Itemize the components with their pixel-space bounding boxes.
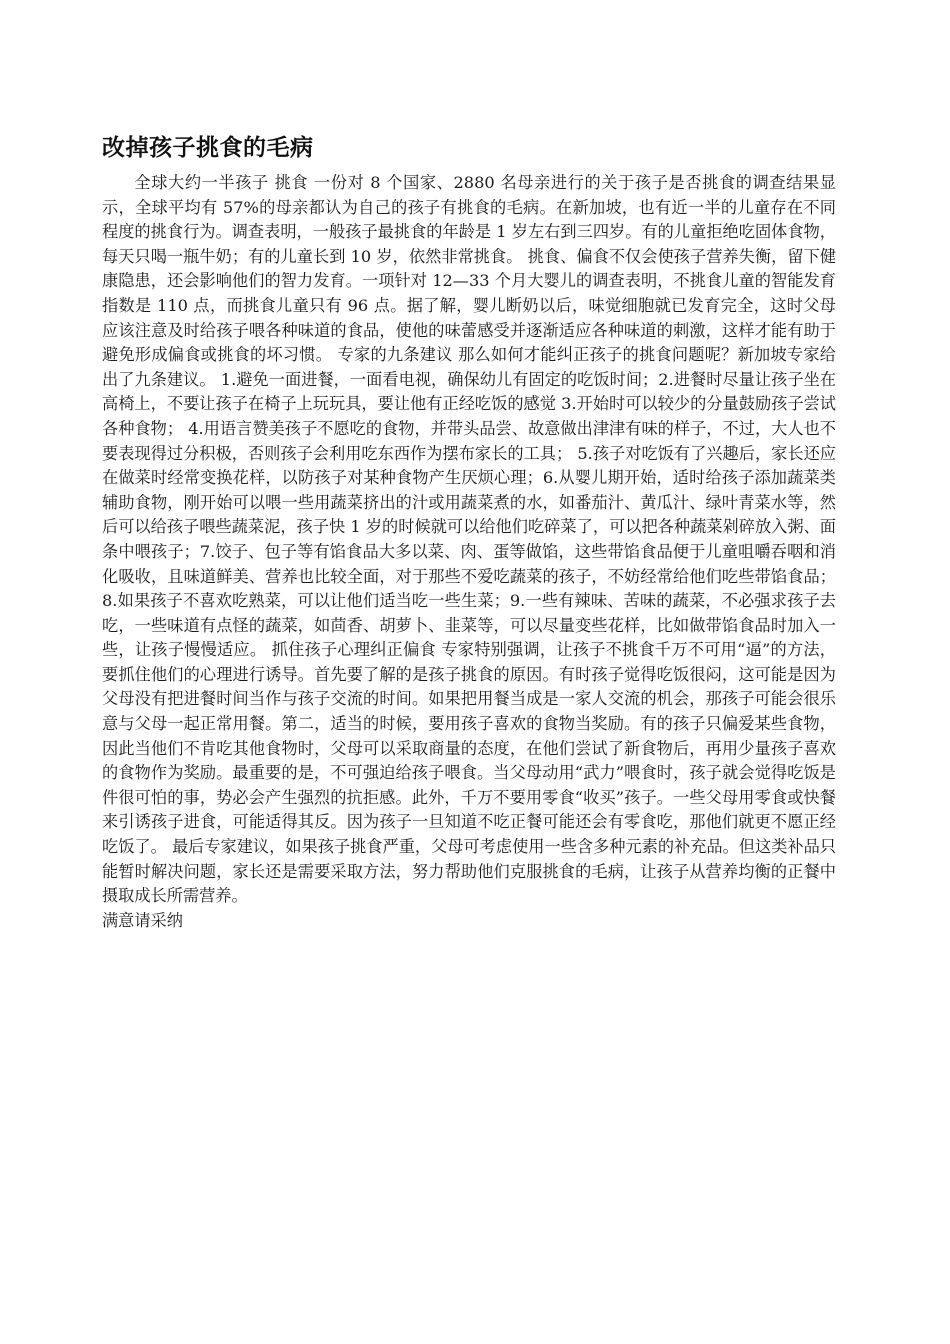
closing-note: 满意请采纳 <box>102 910 183 930</box>
article-body: 全球大约一半孩子 挑食 一份对 8 个国家、2880 名母亲进行的关于孩子是否挑食的调查结果显示，全球平均有 57%的母亲都认为自己的孩子有挑食的毛病。在新加坡，也有近一半的儿童存在不同程度的挑食行为。调查表明，一般孩子最挑食的年龄是 1 岁左右到三四岁。有的儿童拒绝吃固体食物，每天只喝一瓶牛奶；有的儿童长到 10 岁，依然非常挑食。 挑食、偏食不仅会使孩子营养失衡，留下健康隐患，还会影响他们的智力发育。一项针对 12—33 个月大婴儿的调查表明，不挑食儿童的智能发育指数是 110 点，而挑食儿童只有 96 点。据了解，婴儿断奶以后，味觉细胞就已发育完全，这时父母应该注意及时给孩子喂各种味道的食品，使他的味蕾感受并逐渐适应各种味道的刺激，这样才能有助于避免形成偏食或挑食的坏习惯。 专家的九条建议 那么如何才能纠正孩子的挑食问题呢？新加坡专家给出了九条建议。 1.避免一面进餐，一面看电视，确保幼儿有固定的吃饭时间；2.进餐时尽量让孩子坐在高椅上，不要让孩子在椅子上玩玩具，要让他有正经吃饭的感觉 3.开始时可以较少的分量鼓励孩子尝试各种食物； 4.用语言赞美孩子不愿吃的食物，并带头品尝、故意做出津津有味的样子，不过，大人也不要表现得过分积极，否则孩子会利用吃东西作为摆布家长的工具； 5.孩子对吃饭有了兴趣后，家长还应在做菜时经常变换花样，以防孩子对某种食物产生厌烦心理；6.从婴儿期开始，适时给孩子添加蔬菜类辅助食物，刚开始可以喂一些用蔬菜挤出的汁或用蔬菜煮的水，如番茄汁、黄瓜汁、绿叶青菜水等，然后可以给孩子喂些蔬菜泥，孩子快 1 岁的时候就可以给他们吃碎菜了，可以把各种蔬菜剁碎放入粥、面条中喂孩子；7.饺子、包子等有馅食品大多以菜、肉、蛋等做馅，这些带馅食品便于儿童咀嚼吞咽和消化吸收，且味道鲜美、营养也比较全面，对于那些不爱吃蔬菜的孩子，不妨经常给他们吃些带馅食品；8.如果孩子不喜欢吃熟菜，可以让他们适当吃一些生菜；9.一些有辣味、苦味的蔬菜，不必强求孩子去吃，一些味道有点怪的蔬菜，如茴香、胡萝卜、韭菜等，可以尽量变些花样，比如做带馅食品时加入一些，让孩子慢慢适应。 抓住孩子心理纠正偏食 专家特别强调，让孩子不挑食千万不可用“逼”的方法，要抓住他们的心理进行诱导。首先要了解的是孩子挑食的原因。有时孩子觉得吃饭很闷，这可能是因为父母没有把进餐时间当作与孩子交流的时间。如果把用餐当成是一家人交流的机会，那孩子可能会很乐意与父母一起正常用餐。第二，适当的时候，要用孩子喜欢的食物当奖励。有的孩子只偏爱某些食物，因此当他们不肯吃其他食物时，父母可以采取商量的态度，在他们尝试了新食物后，再用少量孩子喜欢的食物作为奖励。最重要的是，不可强迫给孩子喂食。当父母动用“武力”喂食时，孩子就会觉得吃饭是件很可怕的事，势必会产生强烈的抗拒感。此外，千万不要用零食“收买”孩子。一些父母用零食或快餐来引诱孩子进食，可能适得其反。因为孩子一旦知道不吃正餐可能还会有零食吃，那他们就更不愿正经吃饭了。 最后专家建议，如果孩子挑食严重，父母可考虑使用一些含多种元素的补充品。但这类补品只能暂时解决问题，家长还是需要采取方法，努力帮助他们克服挑食的毛病，让孩子从营养均衡的正餐中摄取成长所需营养。 <box>102 173 837 906</box>
article <box>102 132 836 933</box>
article-title: 改掉孩子挑食的毛病 <box>102 135 314 161</box>
